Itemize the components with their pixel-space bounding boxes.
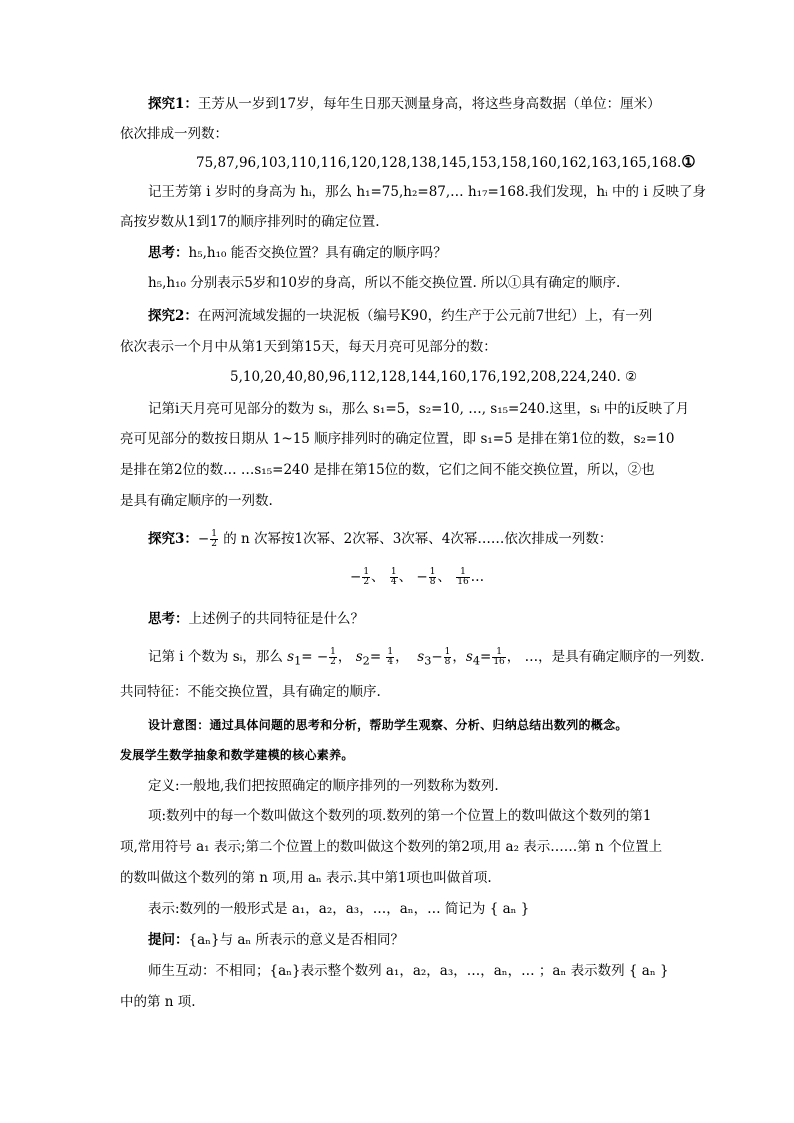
sequence-1: 75,87,96,103,110,116,120,128,138,145,153,158,160,162,163,165,168. xyxy=(196,155,682,171)
think1-question-line xyxy=(148,244,447,262)
term-line2: 项,常用符号 a₁ 表示;第二个位置上的数叫做这个数列的第2项,用 a₂ 表示……第 n 个位置上 xyxy=(120,839,663,855)
explore1-line1 xyxy=(148,95,661,113)
explore1-label: 探究1： xyxy=(148,96,198,112)
explore3-text: 的 n 次幂按1次幂、2次幂、3次幂、4次幂……依次排成一列数： xyxy=(223,531,613,547)
explore2-line2: 依次表示一个月中从第1天到第15天，每天月亮可见部分的数： xyxy=(120,339,497,355)
fraction-sequence xyxy=(350,568,484,587)
explore1-note1: 记王芳第 i 岁时的身高为 hᵢ，那么 h₁=75,h₂=87,… h₁₇=168.我们发现，hᵢ 中的 i 反映了身 xyxy=(148,184,706,200)
seq-term-1: − $\frac{1}{2}$ 、 xyxy=(350,567,385,587)
fraction-1-2: $\frac{1}{2}$ xyxy=(211,529,217,549)
explore2-note1: 记第i天月亮可见部分的数为 sᵢ，那么 s₁=5，s₂=10, …, s₁₅=240.这里，sᵢ 中的i反映了月 xyxy=(148,401,690,417)
think1-answer: h₅,h₁₀ 分别表示5岁和10岁的身高，所以不能交换位置. 所以①具有确定的顺序. xyxy=(148,275,621,291)
think2-question: 上述例子的共同特征是什么？ xyxy=(188,611,364,627)
neg-half-term: − $\frac{1}{2}$ xyxy=(197,529,217,549)
seq-term-3: − $\frac{1}{8}$ 、 xyxy=(416,567,451,587)
marker-1: ① xyxy=(681,152,696,171)
seq-term-2: $\frac{1}{4}$ 、 xyxy=(390,567,413,587)
representation: 表示:数列的一般形式是 a₁，a₂，a₃，…，aₙ，… 简记为 { aₙ } xyxy=(148,901,530,917)
explore2-note3: 是排在第2位的数… …s₁₅=240 是排在第15位的数，它们之间不能交换位置，所以，②也 xyxy=(120,462,655,478)
think1-label: 思考： xyxy=(148,245,189,261)
term-line1: 项:数列中的每一个数叫做这个数列的项.数列的第一个位置上的数叫做这个数列的第1 xyxy=(148,808,652,824)
think2-answer: 记第 i 个数为 sᵢ，那么 $s_1=$ − $\frac{1}{2}$ ， $s_2=$ $\frac{1}{4}$ ， $s_3-$ $\frac{1}{8}$ ，$s_4=$ $\frac{1}{16}$ ， …，是具有确定顺序的一列数. xyxy=(148,647,705,668)
explore1-text: 王芳从一岁到17岁，每年生日那天测量身高，将这些身高数据（单位：厘米） xyxy=(197,96,661,112)
explore3-line xyxy=(148,530,612,549)
think2-label: 思考： xyxy=(148,611,189,627)
explore2-note4: 是具有确定顺序的一列数. xyxy=(120,493,273,509)
definition: 定义:一般地,我们把按照确定的顺序排列的一列数称为数列. xyxy=(148,778,499,794)
ask-label: 提问： xyxy=(148,932,189,948)
ask-line xyxy=(148,931,404,949)
sequence-2: 5,10,20,40,80,96,112,128,144,160,176,192,208,224,240. ② xyxy=(230,369,638,385)
think2-question-line xyxy=(148,610,364,628)
explore1-sequence xyxy=(196,153,696,172)
explore2-text: 在两河流域发掘的一块泥板（编号K90，约生产于公元前7世纪）上，有一列 xyxy=(197,308,653,324)
design-intent-line1: 设计意图：通过具体问题的思考和分析，帮助学生观察、分析、归纳总结出数列的概念。 xyxy=(148,718,628,732)
explore2-line1 xyxy=(148,307,652,325)
interaction-line2: 中的第 n 项. xyxy=(120,994,196,1010)
design-intent-line2: 发展学生数学抽象和数学建模的核心素养。 xyxy=(120,748,354,762)
common-feature: 共同特征：不能交换位置，具有确定的顺序. xyxy=(120,684,381,700)
think1-question: h₅,h₁₀ 能否交换位置？具有确定的顺序吗？ xyxy=(188,245,447,261)
explore2-note2: 亮可见部分的数按日期从 1~15 顺序排列时的确定位置，即 s₁=5 是排在第1位的数，s₂=10 xyxy=(120,431,675,447)
explore1-note2: 高按岁数从1到17的顺序排列时的确定位置. xyxy=(120,214,380,230)
ask-text: {aₙ}与 aₙ 所表示的意义是否相同？ xyxy=(188,932,405,948)
term-line3: 的数叫做这个数列的第 n 项,用 aₙ 表示.其中第1项也叫做首项. xyxy=(120,870,492,886)
explore1-line2: 依次排成一列数： xyxy=(120,126,228,142)
seq-term-4: $\frac{1}{16}$ … xyxy=(457,567,485,587)
explore3-label: 探究3： xyxy=(148,531,198,547)
interaction-line1: 师生互动：不相同；{aₙ}表示整个数列 a₁，a₂，a₃，…，aₙ，… ；aₙ 表示数列 { aₙ } xyxy=(148,963,669,979)
explore2-label: 探究2： xyxy=(148,308,198,324)
